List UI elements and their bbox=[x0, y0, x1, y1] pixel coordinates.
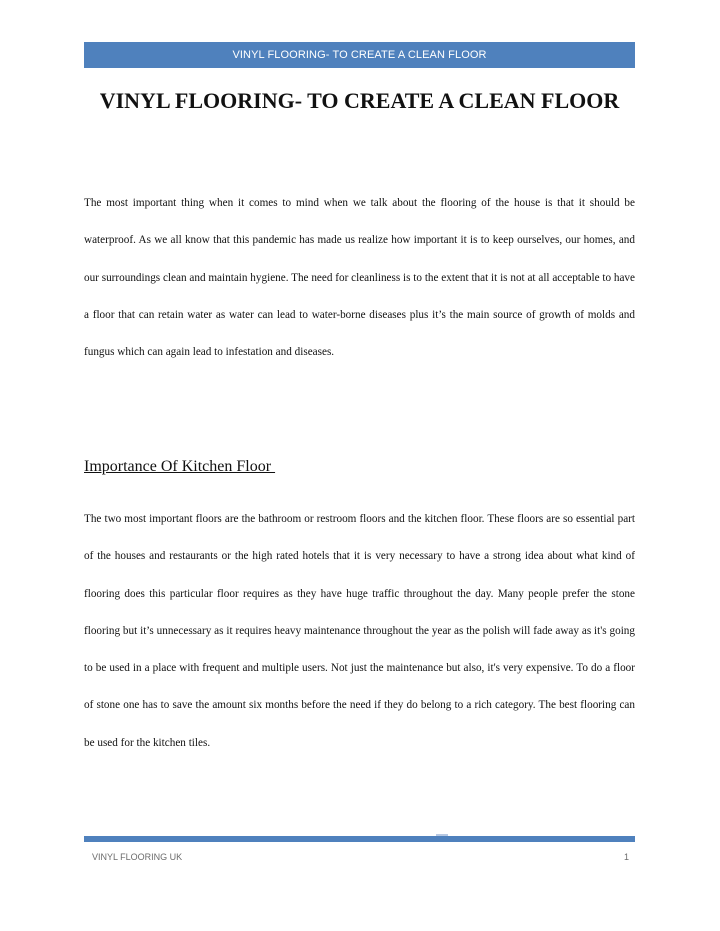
running-header-title: VINYL FLOORING- TO CREATE A CLEAN FLOOR bbox=[232, 49, 487, 61]
footer-divider bbox=[84, 836, 635, 842]
document-title: VINYL FLOORING- TO CREATE A CLEAN FLOOR bbox=[99, 88, 620, 113]
footer-divider-notch bbox=[436, 834, 448, 836]
footer-page-number: 1 bbox=[623, 852, 629, 862]
kitchen-floor-paragraph: The two most important floors are the bathroom or restroom floors and the kitchen floor. These floors are so essential part of the houses and restaurants or the high rated hotels that it is very necessary to have a strong idea about what kind of flooring does this particular floor requires as they have huge traffic throughout the day. Many people prefer the stone flooring but it’s unnecessary as it requires heavy maintenance throughout the year as the polish will fade away as it's going to be used in a place with frequent and multiple users. Not just the maintenance but also, it's very expensive. To do a floor of stone one has to save the amount six months before the need if they do belong to a rich category. The best flooring can be used for the kitchen tiles. bbox=[84, 513, 635, 749]
intro-paragraph: The most important thing when it comes to mind when we talk about the flooring of the house is that it should be waterproof. As we all know that this pandemic has made us realize how important it is to keep ourselves, our homes, and our surroundings clean and maintain hygiene. The need for cleanliness is to the extent that it is not at all acceptable to have a floor that can retain water as water can lead to water-borne diseases plus it’s the main source of growth of molds and fungus which can again lead to infestation and diseases. bbox=[84, 197, 635, 359]
section-heading-kitchen-floor: Importance Of Kitchen Floor bbox=[84, 458, 276, 475]
footer-company-name: VINYL FLOORING UK bbox=[92, 852, 183, 862]
running-header bbox=[84, 42, 635, 68]
